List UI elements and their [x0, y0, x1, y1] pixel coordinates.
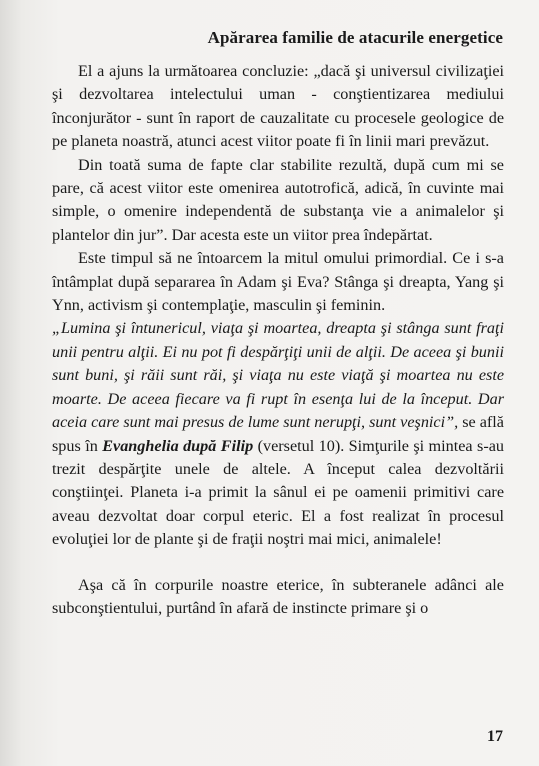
running-header: Apărarea familie de atacurile energetice: [207, 28, 503, 47]
quote-continuation: (versetul 10). Simţurile şi mintea s-au trezit despărţite unele de altele. A început calea dezvoltării conştiinţei. Planeta i-a primit la sânul ei pe oamenii primitivi care aveau dezvoltat doar corpul eteric. El a fost realizat în procesul evoluţiei lor de plante şi de fraţii noştri mai mici, animalele!: [52, 436, 504, 549]
page-number: 17: [487, 728, 503, 745]
paragraph-2: Din toată suma de fapte clar stabilite rezultă, după cum mi se pare, că acest viitor este omenirea autotrofică, adică, în cuvinte mai simple, o omenire independentă de substanţa vie a animalelor şi plantelor din jur”. Dar acesta este un viitor prea îndepărtat.: [52, 155, 504, 244]
gospel-quote: „Lumina şi întunericul, viaţa şi moartea, dreapta şi stânga sunt fraţi unii pentru alţii. Ei nu pot fi despărţiţi unii de alţii. De aceea şi bunii sunt buni, şi răii sunt răi, şi viaţa nu este viaţă şi moartea nu este moarte. De aceea fiecare va fi rupt în esenţa lui de la început. Dar aceia care sunt mai presus de lume sunt nerupţi, sunt veşnici”,: [52, 319, 504, 432]
paragraph-3: Este timpul să ne întoarcem la mitul omului primordial. Ce i s-a întâmplat după separarea în Adam şi Eva? Stânga şi dreapta, Yang şi Ynn, activism şi contemplaţie, masculin şi feminin.: [52, 249, 504, 315]
quote-paragraph: [52, 317, 504, 551]
final-paragraph: Aşa că în corpurile noastre eterice, în subteranele adânci ale subconştientului, purtând în afară de instincte primare şi o: [52, 575, 504, 617]
page-body: [52, 60, 504, 620]
paragraph-1: El a ajuns la următoarea concluzie: „dacă şi universul civilizaţiei şi dezvoltarea intelectului uman - conştientizarea mediului înconjurător - sunt în raport de cauzalitate cu procesele geologice de pe planeta noastră, atunci acest viitor poate fi în linii mari prevăzut.: [52, 62, 504, 151]
quote-connector: se află spus în: [52, 413, 504, 455]
paragraph-gap: [52, 552, 504, 574]
source-title: Evanghelia după Filip: [102, 436, 254, 455]
